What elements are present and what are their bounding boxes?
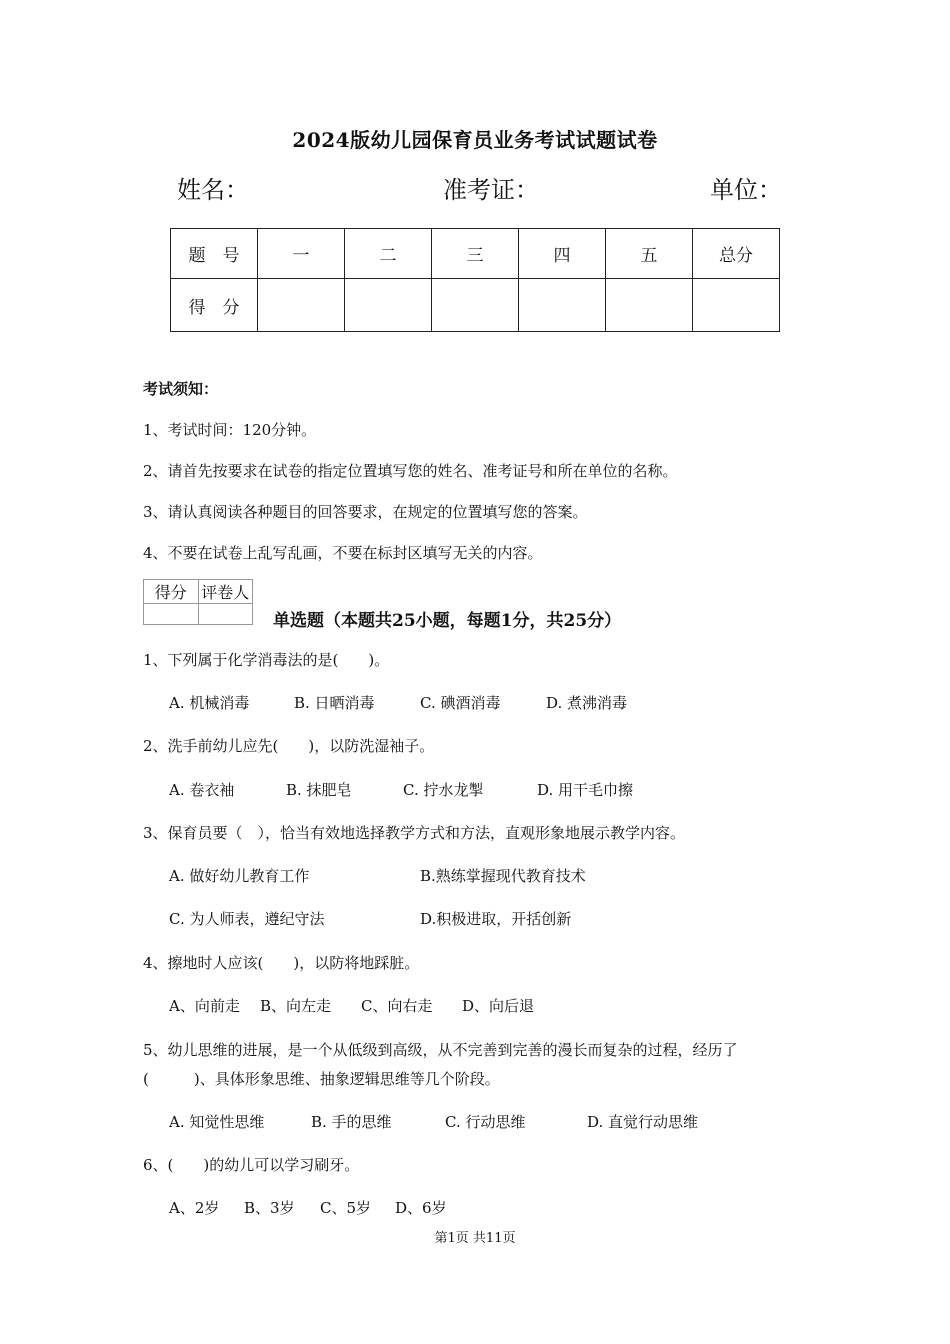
- unit-field-label: 单位：: [710, 176, 782, 204]
- grader-name-label: 评卷人: [198, 580, 253, 604]
- score-table: [170, 228, 780, 332]
- question-option[interactable]: B、3岁: [244, 1199, 295, 1217]
- notice-heading: 考试须知：: [143, 380, 219, 398]
- score-cell[interactable]: [693, 279, 780, 332]
- question-option[interactable]: B. 日晒消毒: [294, 694, 375, 712]
- question-option[interactable]: D. 煮沸消毒: [546, 694, 628, 712]
- notice-item: 4、不要在试卷上乱写乱画，不要在标封区填写无关的内容。: [143, 544, 543, 562]
- score-table-header-cell: 题 号: [171, 229, 258, 279]
- question-option[interactable]: A、2岁: [169, 1199, 220, 1217]
- score-table-header-row: [171, 229, 780, 279]
- question-option[interactable]: C. 行动思维: [445, 1113, 526, 1131]
- notice-item: 3、请认真阅读各种题目的回答要求，在规定的位置填写您的答案。: [143, 503, 588, 521]
- question-option[interactable]: B、向左走: [260, 997, 332, 1015]
- page-title: 2024版幼儿园保育员业务考试试题试卷: [292, 128, 658, 152]
- question-option[interactable]: C、5岁: [320, 1199, 372, 1217]
- page-footer: 第1页 共11页: [434, 1231, 516, 1246]
- grader-box: [143, 579, 253, 625]
- score-table-header-cell: 总分: [693, 229, 780, 279]
- score-table-header-cell: 二: [345, 229, 432, 279]
- question-option[interactable]: C. 碘酒消毒: [420, 694, 501, 712]
- question-stem: 1、下列属于化学消毒法的是( )。: [143, 651, 390, 669]
- question-option[interactable]: A、向前走: [169, 997, 240, 1015]
- section-heading: 单选题（本题共25小题，每题1分，共25分）: [273, 611, 622, 631]
- question-option[interactable]: D、向后退: [462, 997, 535, 1015]
- question-stem: 3、保育员要（ ），恰当有效地选择教学方式和方法，直观形象地展示教学内容。: [143, 824, 686, 842]
- score-cell[interactable]: [519, 279, 606, 332]
- question-stem: 5、幼儿思维的进展，是一个从低级到高级，从不完善到完善的漫长而复杂的过程，经历了: [143, 1041, 738, 1059]
- score-table-header-cell: 五: [606, 229, 693, 279]
- notice-item: 1、考试时间：120分钟。: [143, 421, 317, 439]
- score-table-header-cell: 四: [519, 229, 606, 279]
- question-option[interactable]: B.熟练掌握现代教育技术: [420, 867, 586, 885]
- question-option[interactable]: B. 抹肥皂: [286, 781, 352, 799]
- grader-name-cell[interactable]: [198, 604, 253, 625]
- notice-item: 2、请首先按要求在试卷的指定位置填写您的姓名、准考证号和所在单位的名称。: [143, 462, 678, 480]
- score-table-header-cell: 一: [258, 229, 345, 279]
- score-table-header-cell: 三: [432, 229, 519, 279]
- question-option[interactable]: D. 直觉行动思维: [587, 1113, 699, 1131]
- grader-score-cell[interactable]: [144, 604, 199, 625]
- grader-score-label: 得分: [144, 580, 199, 604]
- score-cell[interactable]: [345, 279, 432, 332]
- question-option[interactable]: B. 手的思维: [311, 1113, 392, 1131]
- score-cell[interactable]: [606, 279, 693, 332]
- score-cell[interactable]: [258, 279, 345, 332]
- question-option[interactable]: D. 用干毛巾擦: [537, 781, 634, 799]
- score-cell[interactable]: [432, 279, 519, 332]
- question-option[interactable]: D.积极进取，开括创新: [420, 910, 572, 928]
- score-table-score-row: [171, 279, 780, 332]
- question-stem: 6、( )的幼儿可以学习刷牙。: [143, 1156, 360, 1174]
- question-option[interactable]: A. 做好幼儿教育工作: [169, 867, 310, 885]
- question-stem-continued: ( )、具体形象思维、抽象逻辑思维等几个阶段。: [143, 1070, 500, 1088]
- question-stem: 4、擦地时人应该( )，以防将地踩脏。: [143, 954, 420, 972]
- score-row-label: 得 分: [171, 279, 258, 332]
- exam-number-field-label: 准考证：: [443, 176, 539, 204]
- question-option[interactable]: D、6岁: [395, 1199, 447, 1217]
- question-option[interactable]: A. 知觉性思维: [169, 1113, 265, 1131]
- question-option[interactable]: A. 机械消毒: [169, 694, 250, 712]
- question-option[interactable]: C. 为人师表，遵纪守法: [169, 910, 325, 928]
- question-option[interactable]: C、向右走: [361, 997, 433, 1015]
- name-field-label: 姓名：: [177, 176, 249, 204]
- question-option[interactable]: C. 拧水龙掣: [403, 781, 484, 799]
- question-stem: 2、洗手前幼儿应先( )，以防洗湿袖子。: [143, 737, 435, 755]
- question-option[interactable]: A. 卷衣袖: [169, 781, 235, 799]
